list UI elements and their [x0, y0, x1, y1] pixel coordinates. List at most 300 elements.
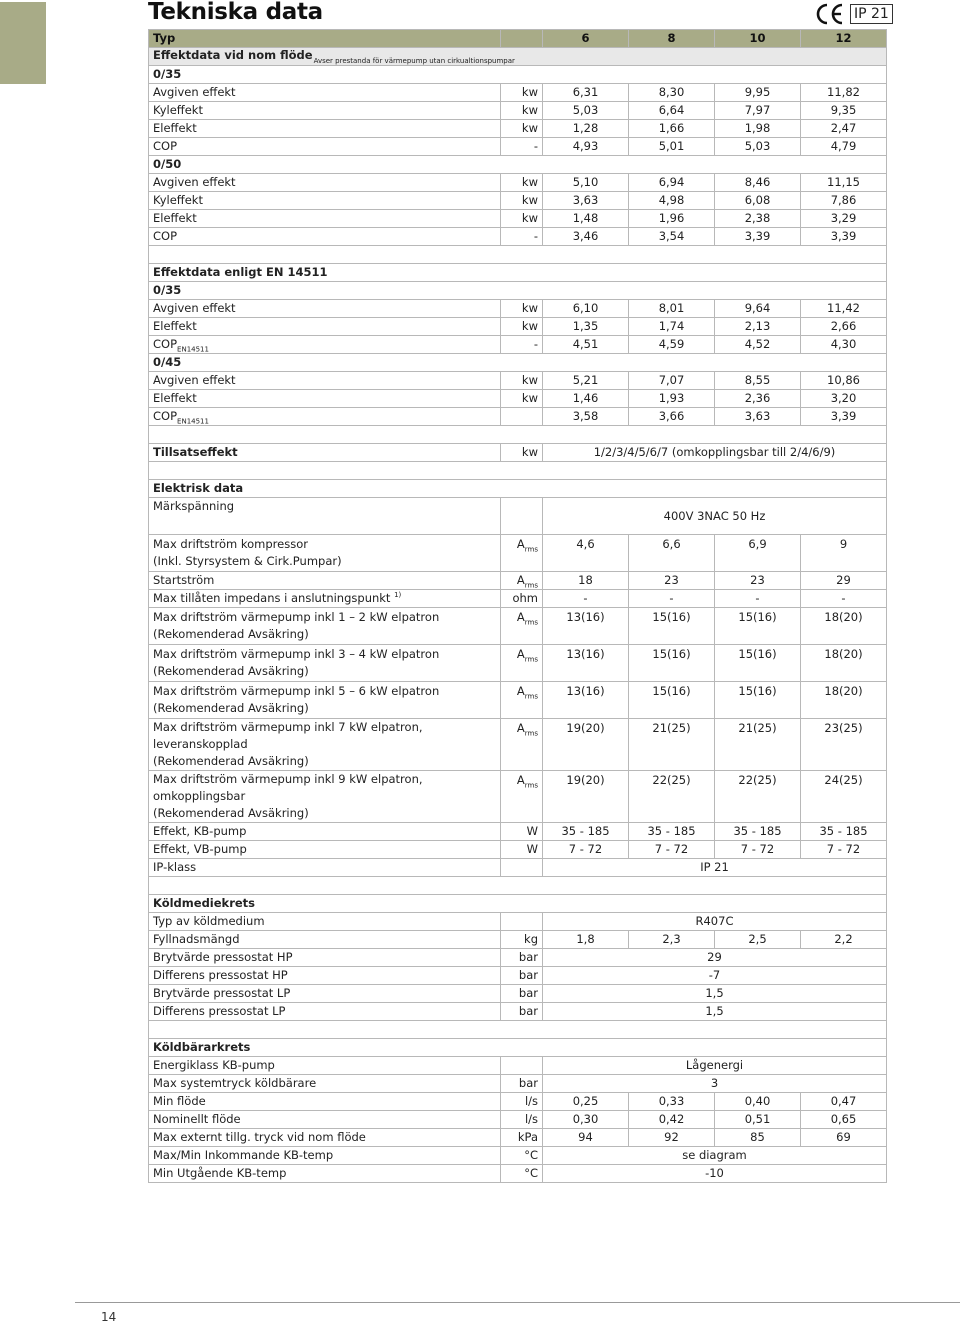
unit-text: A	[516, 610, 525, 624]
cell: 4,52	[715, 336, 801, 354]
section-title: Köldbärarkrets	[149, 1039, 887, 1057]
row-unit: -	[501, 138, 543, 156]
table-row	[149, 590, 887, 608]
table-row	[149, 985, 887, 1003]
section-row	[149, 895, 887, 913]
cell: 8,55	[715, 372, 801, 390]
cell: 1,8	[543, 931, 629, 949]
table-row	[149, 408, 887, 426]
row-unit: kw	[501, 210, 543, 228]
row-label: Startström	[149, 572, 501, 590]
row-unit	[501, 645, 543, 682]
row-label: Typ av köldmedium	[149, 913, 501, 931]
row-unit: kw	[501, 390, 543, 408]
section-note: Avser prestanda för värmepump utan cirkualtionspumpar	[313, 57, 515, 65]
table-row	[149, 535, 887, 572]
cell: 3,29	[801, 210, 887, 228]
cell: 0,33	[629, 1093, 715, 1111]
cell: 5,03	[715, 138, 801, 156]
cell: 1,66	[629, 120, 715, 138]
cell: 9,64	[715, 300, 801, 318]
row-label-line: Max driftström värmepump inkl 3 – 4 kW elpatron	[153, 647, 440, 661]
cell: -10	[543, 1165, 887, 1183]
table-row	[149, 138, 887, 156]
cell: 0,30	[543, 1111, 629, 1129]
row-label: Avgiven effekt	[149, 300, 501, 318]
cell: 18	[543, 572, 629, 590]
row-label-line: (Rekomenderad Avsäkring)	[153, 627, 309, 641]
row-label-line: (Rekomenderad Avsäkring)	[153, 701, 309, 715]
cell: 5,01	[629, 138, 715, 156]
cell: 11,42	[801, 300, 887, 318]
row-unit: kw	[501, 318, 543, 336]
table-row	[149, 1165, 887, 1183]
row-label: Avgiven effekt	[149, 372, 501, 390]
unit-sub: rms	[524, 692, 538, 701]
unit-text: A	[516, 684, 525, 698]
cell: 1,5	[543, 1003, 887, 1021]
table-row	[149, 1003, 887, 1021]
row-unit: bar	[501, 1075, 543, 1093]
row-label-line: (Rekomenderad Avsäkring)	[153, 664, 309, 678]
footer-divider	[75, 1302, 960, 1303]
row-unit: kg	[501, 931, 543, 949]
row-unit	[501, 572, 543, 590]
table-row	[149, 913, 887, 931]
cell: 7 - 72	[801, 841, 887, 859]
cell: 3,63	[543, 192, 629, 210]
cell: 18(20)	[801, 682, 887, 719]
row-label: Differens pressostat LP	[149, 1003, 501, 1021]
cell: 35 - 185	[543, 823, 629, 841]
cell: 35 - 185	[715, 823, 801, 841]
row-label: Eleffekt	[149, 120, 501, 138]
row-label-text: Max tillåten impedans i anslutningspunkt	[153, 591, 391, 605]
row-unit: kw	[501, 102, 543, 120]
header-row	[149, 30, 887, 48]
row-unit: °C	[501, 1165, 543, 1183]
row-label: Fyllnadsmängd	[149, 931, 501, 949]
cell: 6,64	[629, 102, 715, 120]
row-unit: kw	[501, 84, 543, 102]
cell: 15(16)	[629, 645, 715, 682]
cell: -	[629, 590, 715, 608]
row-unit: kw	[501, 120, 543, 138]
row-label	[149, 719, 501, 771]
row-label	[149, 771, 501, 823]
row-label-line: (Rekomenderad Avsäkring)	[153, 754, 309, 768]
cell: 6,9	[715, 535, 801, 572]
row-label-line: Max driftström värmepump inkl 5 – 6 kW elpatron	[153, 684, 440, 698]
row-label: Min flöde	[149, 1093, 501, 1111]
cell: IP 21	[543, 859, 887, 877]
unit-text: A	[516, 573, 525, 587]
cell: 19(20)	[543, 771, 629, 823]
row-unit: -	[501, 228, 543, 246]
row-unit: ohm	[501, 590, 543, 608]
cell: 400V 3NAC 50 Hz	[543, 498, 887, 535]
cell: -7	[543, 967, 887, 985]
row-unit	[501, 913, 543, 931]
cell: R407C	[543, 913, 887, 931]
cell: 3,39	[801, 228, 887, 246]
row-label: Effekt, VB-pump	[149, 841, 501, 859]
cell: 6,94	[629, 174, 715, 192]
table-row	[149, 120, 887, 138]
row-unit: kw	[501, 174, 543, 192]
table-row	[149, 372, 887, 390]
cell: 2,36	[715, 390, 801, 408]
row-label-line: (Inkl. Styrsystem & Cirk.Pumpar)	[153, 554, 342, 568]
section-row	[149, 1039, 887, 1057]
row-unit: W	[501, 841, 543, 859]
row-unit: °C	[501, 1147, 543, 1165]
cell: 1,35	[543, 318, 629, 336]
unit-text: A	[516, 773, 525, 787]
row-unit	[501, 771, 543, 823]
table-row	[149, 228, 887, 246]
table-row	[149, 174, 887, 192]
cell: 15(16)	[629, 682, 715, 719]
cell: 4,93	[543, 138, 629, 156]
table-row	[149, 444, 887, 462]
cell: 3,66	[629, 408, 715, 426]
unit-sub: rms	[524, 581, 538, 590]
cell: 18(20)	[801, 645, 887, 682]
ip-badge: IP 21	[850, 4, 893, 24]
cell: 23(25)	[801, 719, 887, 771]
table-row	[149, 949, 887, 967]
row-unit	[501, 408, 543, 426]
row-label	[149, 336, 501, 354]
table-row	[149, 192, 887, 210]
certification-marks	[815, 3, 893, 25]
section-title: Elektrisk data	[149, 480, 887, 498]
unit-text: A	[516, 647, 525, 661]
cell: 6,08	[715, 192, 801, 210]
cell: 7 - 72	[629, 841, 715, 859]
cell: 1/2/3/4/5/6/7 (omkopplingsbar till 2/4/6/9)	[543, 444, 887, 462]
table-row	[149, 823, 887, 841]
cell: 6,10	[543, 300, 629, 318]
row-unit	[501, 608, 543, 645]
row-label	[149, 682, 501, 719]
row-label: Märkspänning	[149, 498, 501, 535]
table-row	[149, 1075, 887, 1093]
row-label: Effekt, KB-pump	[149, 823, 501, 841]
cell: 15(16)	[629, 608, 715, 645]
cell: 8,30	[629, 84, 715, 102]
table-row	[149, 841, 887, 859]
row-label-line: Max driftström värmepump inkl 1 – 2 kW elpatron	[153, 610, 440, 624]
row-unit: -	[501, 336, 543, 354]
cell: 35 - 185	[801, 823, 887, 841]
section-title: Effektdata enligt EN 14511	[149, 264, 887, 282]
row-label: Avgiven effekt	[149, 174, 501, 192]
cell: 8,46	[715, 174, 801, 192]
table-row	[149, 719, 887, 771]
cell: 92	[629, 1129, 715, 1147]
cell: 21(25)	[715, 719, 801, 771]
cell: 15(16)	[715, 608, 801, 645]
cell: -	[801, 590, 887, 608]
row-label: Max/Min Inkommande KB-temp	[149, 1147, 501, 1165]
cell: 0,25	[543, 1093, 629, 1111]
cell: -	[543, 590, 629, 608]
cell: 2,47	[801, 120, 887, 138]
row-unit: bar	[501, 949, 543, 967]
cell: 0,47	[801, 1093, 887, 1111]
spacer-row	[149, 877, 887, 895]
row-label	[149, 408, 501, 426]
cell: 15(16)	[715, 645, 801, 682]
cell: 6,6	[629, 535, 715, 572]
row-unit: kw	[501, 192, 543, 210]
row-unit: bar	[501, 1003, 543, 1021]
cell: 21(25)	[629, 719, 715, 771]
cell: 29	[801, 572, 887, 590]
cell: 23	[629, 572, 715, 590]
cell: 4,59	[629, 336, 715, 354]
cell: 3	[543, 1075, 887, 1093]
group-label: 0/35	[149, 282, 887, 300]
col-header: 12	[801, 30, 887, 48]
cell: 1,48	[543, 210, 629, 228]
row-label-line: Max driftström värmepump inkl 9 kW elpatron, omkopplingsbar	[153, 772, 423, 803]
table-row	[149, 300, 887, 318]
group-row	[149, 156, 887, 174]
row-label-line: (Rekomenderad Avsäkring)	[153, 806, 309, 820]
cell: 0,51	[715, 1111, 801, 1129]
cell: 13(16)	[543, 608, 629, 645]
cell: 3,46	[543, 228, 629, 246]
row-label: Eleffekt	[149, 210, 501, 228]
row-label-line: Max driftström värmepump inkl 7 kW elpatron, leveranskopplad	[153, 720, 423, 751]
cell: 1,46	[543, 390, 629, 408]
row-label: Brytvärde pressostat LP	[149, 985, 501, 1003]
cell: se diagram	[543, 1147, 887, 1165]
cell: 3,63	[715, 408, 801, 426]
cell: 24(25)	[801, 771, 887, 823]
row-label: Brytvärde pressostat HP	[149, 949, 501, 967]
unit-text: A	[516, 721, 525, 735]
cell: 2,66	[801, 318, 887, 336]
row-label: IP-klass	[149, 859, 501, 877]
cell: 13(16)	[543, 645, 629, 682]
row-label	[149, 608, 501, 645]
cell: 22(25)	[629, 771, 715, 823]
row-unit	[501, 1057, 543, 1075]
row-unit: kPa	[501, 1129, 543, 1147]
cell: 1,74	[629, 318, 715, 336]
cell: 5,21	[543, 372, 629, 390]
section-row	[149, 480, 887, 498]
row-unit	[501, 682, 543, 719]
cell: 5,03	[543, 102, 629, 120]
cell: 19(20)	[543, 719, 629, 771]
table-row	[149, 682, 887, 719]
group-row	[149, 66, 887, 84]
page-number: 14	[101, 1310, 117, 1324]
row-label: Nominellt flöde	[149, 1111, 501, 1129]
cell: 0,65	[801, 1111, 887, 1129]
row-label: Min Utgående KB-temp	[149, 1165, 501, 1183]
group-label: 0/50	[149, 156, 887, 174]
row-label-line: Max driftström kompressor	[153, 537, 308, 551]
cell: 7,07	[629, 372, 715, 390]
cell: 5,10	[543, 174, 629, 192]
table-row	[149, 645, 887, 682]
row-label-text: COP	[153, 409, 178, 423]
row-unit	[501, 719, 543, 771]
cell: 9	[801, 535, 887, 572]
cell: 13(16)	[543, 682, 629, 719]
spacer-row	[149, 426, 887, 444]
cell: 1,28	[543, 120, 629, 138]
cell: 2,38	[715, 210, 801, 228]
cell: 4,98	[629, 192, 715, 210]
cell: 11,15	[801, 174, 887, 192]
row-unit: kw	[501, 444, 543, 462]
cell: 7 - 72	[543, 841, 629, 859]
unit-text: A	[516, 537, 525, 551]
cell: 3,39	[801, 408, 887, 426]
row-label: COP	[149, 138, 501, 156]
cell: 2,5	[715, 931, 801, 949]
table-row	[149, 859, 887, 877]
row-unit	[501, 535, 543, 572]
cell: 18(20)	[801, 608, 887, 645]
unit-sub: rms	[524, 729, 538, 738]
row-label-sub: EN14511	[177, 417, 209, 426]
row-label	[149, 535, 501, 572]
table-row	[149, 967, 887, 985]
group-row	[149, 282, 887, 300]
cell: 9,95	[715, 84, 801, 102]
row-label: Eleffekt	[149, 318, 501, 336]
cell: 3,39	[715, 228, 801, 246]
page-title: Tekniska data	[148, 0, 323, 25]
unit-sub: rms	[524, 655, 538, 664]
cell: 2,13	[715, 318, 801, 336]
cell: 2,3	[629, 931, 715, 949]
spacer-row	[149, 462, 887, 480]
cell: 3,20	[801, 390, 887, 408]
table-row	[149, 84, 887, 102]
footnote-marker: 1)	[394, 591, 402, 600]
row-label-text: COP	[153, 337, 178, 351]
spec-table	[148, 29, 887, 1183]
row-label	[149, 645, 501, 682]
cell: 7 - 72	[715, 841, 801, 859]
row-unit: W	[501, 823, 543, 841]
cell: 4,79	[801, 138, 887, 156]
cell: 23	[715, 572, 801, 590]
cell: 1,98	[715, 120, 801, 138]
cell: Lågenergi	[543, 1057, 887, 1075]
header-label: Typ	[149, 30, 501, 48]
spacer-row	[149, 246, 887, 264]
unit-sub: rms	[524, 545, 538, 554]
table-row	[149, 102, 887, 120]
row-label: Energiklass KB-pump	[149, 1057, 501, 1075]
row-unit: bar	[501, 985, 543, 1003]
group-label: 0/45	[149, 354, 887, 372]
cell: 35 - 185	[629, 823, 715, 841]
row-label: Tillsatseffekt	[149, 444, 501, 462]
row-label-sub: EN14511	[177, 345, 209, 354]
section-title: Effektdata vid nom flöde	[153, 48, 313, 62]
table-row	[149, 608, 887, 645]
col-header: 6	[543, 30, 629, 48]
cell: 4,51	[543, 336, 629, 354]
cell: 1,5	[543, 985, 887, 1003]
cell: 4,6	[543, 535, 629, 572]
unit-sub: rms	[524, 618, 538, 627]
cell: 10,86	[801, 372, 887, 390]
ce-mark-icon	[815, 3, 845, 25]
cell: 94	[543, 1129, 629, 1147]
row-unit: kw	[501, 300, 543, 318]
cell: 85	[715, 1129, 801, 1147]
table-row	[149, 390, 887, 408]
row-unit: kw	[501, 372, 543, 390]
unit-sub: rms	[524, 781, 538, 790]
cell: 3,58	[543, 408, 629, 426]
cell: 6,31	[543, 84, 629, 102]
row-unit: bar	[501, 967, 543, 985]
table-row	[149, 1129, 887, 1147]
chapter-tab	[0, 2, 46, 84]
cell: 69	[801, 1129, 887, 1147]
table-row	[149, 498, 887, 535]
cell: 29	[543, 949, 887, 967]
spacer-row	[149, 1021, 887, 1039]
row-label: Max externt tillg. tryck vid nom flöde	[149, 1129, 501, 1147]
cell: 1,93	[629, 390, 715, 408]
cell: 4,30	[801, 336, 887, 354]
cell: 11,82	[801, 84, 887, 102]
row-label: Eleffekt	[149, 390, 501, 408]
row-unit: l/s	[501, 1111, 543, 1129]
row-unit: l/s	[501, 1093, 543, 1111]
table-row	[149, 931, 887, 949]
cell: 2,2	[801, 931, 887, 949]
row-label: COP	[149, 228, 501, 246]
table-row	[149, 336, 887, 354]
cell: -	[715, 590, 801, 608]
cell: 8,01	[629, 300, 715, 318]
table-row	[149, 572, 887, 590]
cell: 22(25)	[715, 771, 801, 823]
row-unit	[501, 859, 543, 877]
group-row	[149, 354, 887, 372]
table-row	[149, 210, 887, 228]
cell: 15(16)	[715, 682, 801, 719]
col-header: 8	[629, 30, 715, 48]
table-row	[149, 318, 887, 336]
table-row	[149, 1057, 887, 1075]
cell: 3,54	[629, 228, 715, 246]
row-label: Kyleffekt	[149, 192, 501, 210]
row-label: Kyleffekt	[149, 102, 501, 120]
table-row	[149, 1093, 887, 1111]
section-row	[149, 264, 887, 282]
cell: 0,40	[715, 1093, 801, 1111]
row-label: Differens pressostat HP	[149, 967, 501, 985]
section-row	[149, 48, 887, 66]
cell: 7,86	[801, 192, 887, 210]
